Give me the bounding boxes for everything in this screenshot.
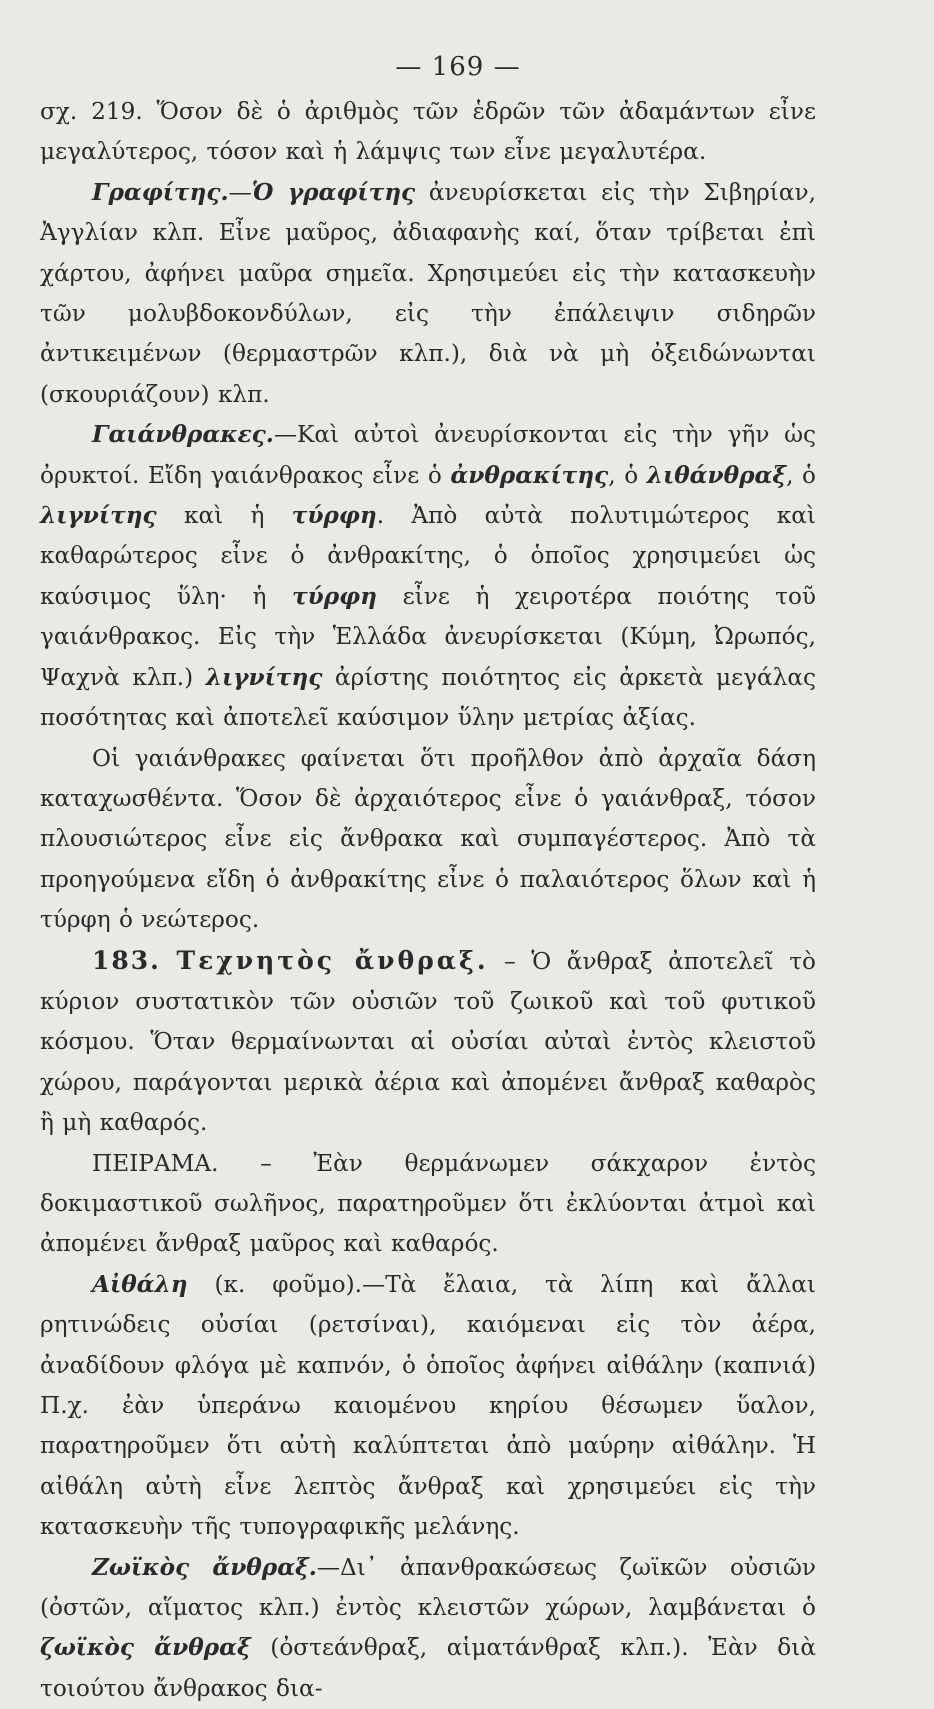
paragraph-text: καὶ ἡ bbox=[156, 502, 292, 530]
paragraph-lead: Γαιάνθρακες. bbox=[92, 421, 274, 449]
term-peat: τύρφη bbox=[291, 502, 377, 530]
paragraph-graphite bbox=[40, 173, 816, 415]
paragraph-text: σχ. 219. Ὅσον δὲ ὁ ἀριθμὸς τῶν ἑδρῶν τῶν ἀδαμάντων εἶνε μεγαλύτερος, τόσον καὶ ἡ λάμψις των εἶνε μεγαλυτέρα. bbox=[40, 98, 816, 166]
paragraph-text: – Ὁ ἄνθραξ ἀποτελεῖ τὸ κύριον συστατικὸν τῶν οὐσιῶν τοῦ ζωικοῦ καὶ τοῦ φυτικοῦ κόσμου. Ὅταν θερμαίνωνται αἱ οὐσίαι αὐταὶ ἐντὸς κλειστοῦ χώρου, παράγονται μερικὰ ἀέρια καὶ ἀπομένει ἄνθραξ καθαρὸς ἢ μὴ καθαρός. bbox=[40, 947, 817, 1137]
paragraph-coal bbox=[40, 415, 816, 738]
term-peat: τύρφη bbox=[292, 582, 377, 610]
paragraph-text: (κ. φοῦμο).—Τὰ ἔλαια, τὰ λίπη καὶ ἄλλαι ρητινώδεις οὐσίαι (ρετσίναι), καιόμεναι εἰς τὸν ἀέρα, ἀναδίδουν φλόγα μὲ καπνόν, ὁ ὁποῖος ἀφήνει αἰθάλην (καπνιά) Π.χ. ἐὰν ὑπεράνω καιομένου κηρίου θέσωμεν ὕαλον, παρατηροῦμεν ὅτι αὐτὴ καλύπτεται ἀπὸ μαύρην αἰθάλην. Ἡ αἰθάλη αὐτὴ εἶνε λεπτὸς ἄνθραξ καὶ χρησιμεύει εἰς τὴν κατασκευὴν τῆς τυπογραφικῆς μελάνης. bbox=[40, 1270, 816, 1541]
section-artificial-carbon bbox=[40, 941, 816, 1144]
paragraph-text: —Καὶ αὐτοὶ ἀνευρίσκονται εἰς τὴν γῆν ὡς ὀρυκτοί. Εἴδη γαιάνθρακος εἶνε ὁ bbox=[40, 421, 816, 489]
paragraph-lead: Αἰθάλη bbox=[92, 1270, 188, 1298]
paragraph-text: —Δι᾽ ἀπανθρακώσεως ζωϊκῶν οὐσιῶν (ὀστῶν, αἵματος κλπ.) ἐντὸς κλειστῶν χώρων, λαμβάνεται ὁ bbox=[40, 1553, 816, 1622]
paragraph-lead: Ζωϊκὸς ἄνθραξ. bbox=[92, 1553, 317, 1581]
page-number: — 169 — bbox=[395, 52, 521, 82]
paragraph-text: (ὀστεάνθραξ, αἱματάνθραξ κλπ.). Ἐὰν διὰ τοιούτου ἄνθρακος δια- bbox=[40, 1634, 816, 1702]
paragraph-diamond-facets bbox=[40, 92, 816, 173]
term-graphite: Ὁ γραφίτης bbox=[251, 178, 416, 206]
paragraph-dash: — bbox=[228, 178, 252, 206]
term-lignite: λιγνίτης bbox=[40, 502, 157, 530]
paragraph-text: ἀνευρίσκεται εἰς τὴν Σιβηρίαν, Ἀγγλίαν κλπ. Εἶνε μαῦρος, ἀδιαφανὴς καί, ὅταν τρίβεται ἐπὶ χάρτου, ἀφήνει μαῦρα σημεῖα. Χρησιμεύει εἰς τὴν κατασκευὴν τῶν μολυβδοκονδύλων, εἰς τὴν ἐπάλειψιν σιδηρῶν ἀντικειμένων (θερμαστρῶν κλπ.), διὰ νὰ μὴ ὀξειδώνωνται (σκουριάζουν) κλπ. bbox=[40, 178, 816, 408]
section-title: Τεχνητὸς ἄνθραξ. bbox=[176, 945, 489, 975]
paragraph-text: Οἱ γαιάνθρακες φαίνεται ὅτι προῆλθον ἀπὸ ἀρχαῖα δάση καταχωσθέντα. Ὅσον δὲ ἀρχαιότερος εἶνε ὁ γαιάνθραξ, τόσον πλουσιώτερος εἶνε εἰς ἄνθρακα καὶ συμπαγέστερος. Ἀπὸ τὰ προηγούμενα εἴδη ὁ ἀνθρακίτης εἶνε ὁ παλαιότερος ὅλων καὶ ἡ τύρφη ὁ νεώτερος. bbox=[40, 744, 816, 934]
section-number: 183. bbox=[92, 945, 161, 975]
term-animal-charcoal: ζωϊκὸς ἄνθραξ bbox=[40, 1634, 251, 1662]
paragraph-text: , ὁ bbox=[786, 461, 816, 489]
paragraph-animal-charcoal bbox=[40, 1548, 816, 1709]
paragraph-text: ἀρίστης ποιότητος εἰς ἀρκετὰ μεγάλας ποσότητας καὶ ἀποτελεῖ καύσιμον ὕλην μετρίας ἀξίας. bbox=[40, 663, 816, 732]
paragraph-experiment bbox=[40, 1144, 816, 1265]
term-lignite: λιγνίτης bbox=[205, 663, 323, 691]
term-bituminous: λιθάνθραξ bbox=[646, 461, 787, 489]
paragraph-lead: ΠΕΙΡΑΜΑ. bbox=[92, 1149, 219, 1177]
paragraph-text: . Ἀπὸ αὐτὰ πολυτιμώτερος καὶ καθαρώτερος εἶνε ὁ ἀνθρακίτης, ὁ ὁποῖος χρησιμεύει ὡς καύσιμος ὕλη· ἡ bbox=[40, 502, 816, 610]
paragraph-text: , ὁ bbox=[608, 461, 647, 489]
paragraph-coal-origin bbox=[40, 739, 816, 941]
paragraph-text: εἶνε ἡ χειροτέρα ποιότης τοῦ γαιάνθρακος. Εἰς τὴν Ἑλλάδα ἀνευρίσκεται (Κύμη, Ὠρωπός, Ψαχνὰ κλπ.) bbox=[40, 582, 816, 691]
paragraph-text: – Ἐὰν θερμάνωμεν σάκχαρον ἐντὸς δοκιμαστικοῦ σωλῆνος, παρατηροῦμεν ὅτι ἐκλύονται ἀτμοὶ καὶ ἀπομένει ἄνθραξ μαῦρος καὶ καθαρός. bbox=[40, 1149, 816, 1258]
term-anthracite: ἀνθρακίτης bbox=[450, 461, 609, 489]
paragraph-lead: Γραφίτης. bbox=[92, 178, 229, 206]
paragraph-soot bbox=[40, 1265, 816, 1548]
